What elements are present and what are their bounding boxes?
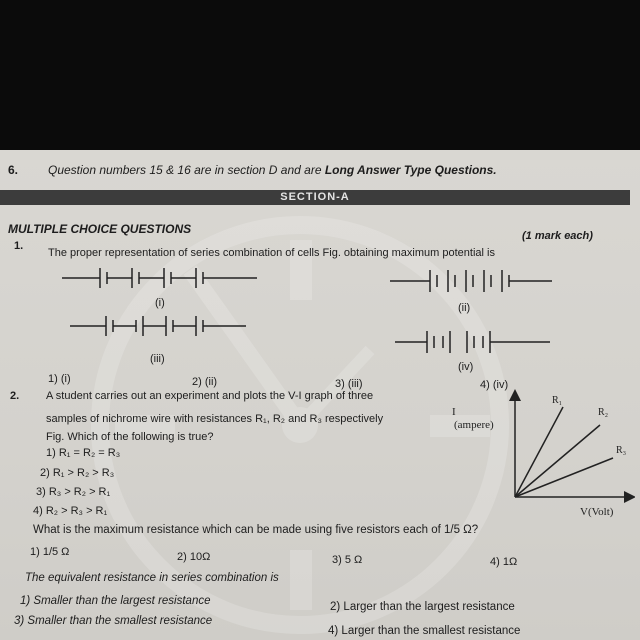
- fig-label-iv: (iv): [458, 361, 474, 373]
- q1-option-2: 2) (ii): [192, 376, 218, 388]
- marks-note: (1 mark each): [522, 230, 593, 242]
- circuit-iv: [395, 328, 555, 356]
- q3-option-4: 4) 1Ω: [490, 556, 518, 568]
- q1-text: The proper representation of series combination of cells Fig. obtaining maximum potential is: [48, 247, 495, 259]
- q3-option-2: 2) 10Ω: [177, 551, 211, 563]
- vi-graph: [430, 385, 635, 530]
- circuit-i: [62, 265, 262, 291]
- q3-text: What is the maximum resistance which can be made using five resistors each of 1/5 Ω?: [33, 524, 479, 536]
- top-dark-area: [0, 0, 640, 6]
- fig-label-i: (i): [155, 297, 165, 309]
- q2-option-2: 2) R₁ > R₂ > R₃: [40, 467, 115, 479]
- item-6-text-b: Long Answer Type Questions.: [324, 163, 497, 177]
- q4-option-1: 1) Smaller than the largest resistance: [20, 595, 211, 607]
- fig-label-iii: (iii): [150, 353, 165, 365]
- q3-option-3: 3) 5 Ω: [332, 554, 363, 566]
- q1-option-1: 1) (i): [48, 373, 71, 385]
- q4-option-3: 3) Smaller than the smallest resistance: [14, 615, 213, 627]
- mcq-heading: MULTIPLE CHOICE QUESTIONS: [8, 222, 192, 236]
- label-r2: R₂: [598, 407, 609, 418]
- q2-line-3: Fig. Which of the following is true?: [46, 431, 214, 443]
- line-r1: [515, 407, 563, 497]
- q2-line-2: samples of nichrome wire with resistances R₁, R₂ and R₃ respectively: [46, 413, 384, 425]
- q1-option-4: 4) (iv): [480, 379, 509, 391]
- line-r3: [515, 458, 613, 497]
- q2-number: 2.: [10, 390, 20, 402]
- y-label-i: I: [452, 406, 456, 418]
- q1-number: 1.: [14, 240, 24, 252]
- q2-option-4: 4) R₂ > R₃ > R₁: [33, 505, 108, 517]
- item-6-text-a: Question numbers 15 & 16 are in section D and are: [48, 163, 325, 177]
- section-a-bar: SECTION-A: [0, 190, 630, 205]
- q2-line-1: A student carries out an experiment and plots the V-I graph of three: [46, 390, 374, 402]
- q2-option-3: 3) R₃ > R₂ > R₁: [36, 486, 111, 498]
- q4-option-4: 4) Larger than the smallest resistance: [328, 625, 521, 637]
- circuit-iii: [70, 313, 250, 339]
- item-6-text: [48, 163, 497, 177]
- q1-option-3: 3) (iii): [335, 378, 363, 390]
- q3-option-1: 1) 1/5 Ω: [30, 546, 70, 558]
- y-label-unit: (ampere): [454, 419, 494, 431]
- item-6-number: 6.: [8, 163, 19, 177]
- line-r2: [515, 425, 600, 497]
- label-r1: R₁: [552, 395, 563, 406]
- q4-text: The equivalent resistance in series combination is: [25, 572, 279, 584]
- circuit-ii: [390, 267, 555, 295]
- label-r3: R₃: [616, 445, 627, 456]
- fig-label-ii: (ii): [458, 302, 471, 314]
- x-label: V(Volt): [580, 506, 614, 518]
- q4-option-2: 2) Larger than the largest resistance: [330, 601, 515, 613]
- q2-option-1: 1) R₁ = R₂ = R₃: [46, 447, 121, 459]
- exam-page: [0, 150, 640, 640]
